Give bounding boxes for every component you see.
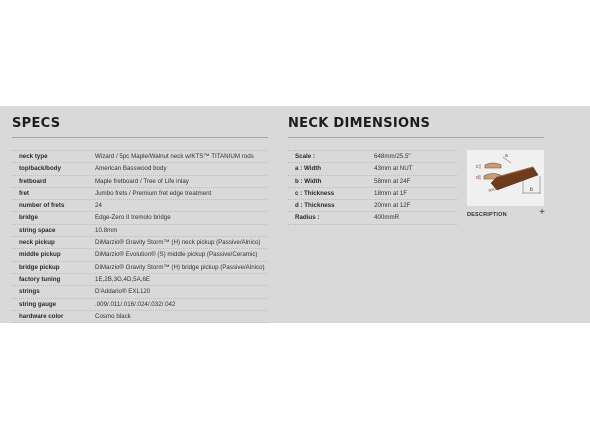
spec-value: American Basswood body — [95, 165, 167, 173]
dimension-row — [288, 200, 458, 212]
spec-value: D'Addario® EXL120 — [95, 288, 151, 296]
dimension-label: Scale : — [295, 153, 315, 160]
dimension-value: 648mm/25.5" — [374, 153, 411, 160]
spec-value: Maple fretboard / Tree of Life inlay — [95, 177, 189, 185]
dimension-label: a : Width — [295, 165, 322, 173]
spec-label: neck type — [19, 153, 48, 160]
dimension-label: Radius : — [295, 214, 320, 222]
spec-row — [12, 274, 268, 286]
spec-value: 10.8mm — [95, 226, 118, 234]
spec-label: string gauge — [19, 300, 57, 308]
spec-row — [12, 299, 268, 311]
spec-value: DiMarzio® Gravity Storm™ (H) bridge pickup (Passive/Alnico) — [95, 263, 265, 271]
spec-value: 1E,2B,3G,4D,5A,6E — [95, 275, 151, 283]
spec-label: fretboard — [19, 177, 47, 185]
specs-title: SPECS — [12, 116, 61, 131]
spec-row — [12, 188, 268, 200]
spec-value: Jumbo frets / Premium fret edge treatment — [95, 189, 212, 197]
dimension-value: 18mm at 1F — [374, 189, 408, 197]
spec-label: neck pickup — [19, 239, 55, 247]
dimension-value: 20mm at 12F — [374, 202, 411, 210]
dimension-value: 43mm at NUT — [374, 165, 413, 173]
dimension-row — [288, 163, 458, 175]
dimension-row — [288, 151, 458, 163]
dimension-label: b : Width — [295, 177, 322, 185]
spec-row — [12, 176, 268, 188]
spec-row — [12, 212, 268, 224]
dimension-row — [288, 212, 458, 224]
spec-label: number of frets — [19, 202, 65, 210]
spec-label: hardware color — [19, 312, 64, 320]
dimension-row — [288, 176, 458, 188]
spec-label: bridge pickup — [19, 263, 60, 271]
description-label[interactable]: DESCRIPTION — [467, 212, 507, 218]
diagram-label-b: b — [530, 187, 533, 193]
specs-divider — [12, 137, 268, 138]
spec-value: 24 — [95, 202, 102, 210]
diagram-label-radius: RADIUS — [488, 184, 503, 193]
spec-label: fret — [19, 189, 29, 197]
spec-row — [12, 249, 268, 261]
dimension-value: 400mmR — [374, 214, 400, 222]
spec-label: middle pickup — [19, 251, 61, 259]
spec-label: top/back/body — [19, 165, 61, 173]
spec-value: DiMarzio® Gravity Storm™ (H) neck pickup (Passive/Alnico) — [95, 239, 261, 247]
spec-label: factory tuning — [19, 275, 61, 283]
spec-row — [12, 200, 268, 212]
spec-row — [12, 311, 268, 323]
spec-row — [12, 262, 268, 274]
dimension-value: 58mm at 24F — [374, 177, 411, 185]
diagram-label-d: d — [476, 175, 479, 181]
diagram-label-c: c — [476, 164, 479, 170]
spec-label: strings — [19, 288, 40, 296]
diagram-label-a: a — [505, 153, 508, 159]
spec-row — [12, 163, 268, 175]
dimension-label: c : Thickness — [295, 189, 335, 197]
neck-dimensions-divider — [288, 137, 544, 138]
spec-row — [12, 151, 268, 163]
spec-value: Edge-Zero II tremolo bridge — [95, 214, 171, 222]
spec-row — [12, 225, 268, 237]
spec-label: bridge — [19, 214, 38, 222]
spec-row — [12, 286, 268, 298]
spec-row — [12, 237, 268, 249]
neck-dimensions-title: NECK DIMENSIONS — [288, 116, 431, 131]
neck-dimensions-table — [288, 150, 458, 225]
expand-description-button[interactable]: + — [539, 207, 545, 218]
dimension-row — [288, 188, 458, 200]
neck-dimension-diagram — [467, 150, 544, 206]
spec-value: .009/.011/.016/.024/.032/.042 — [95, 300, 176, 308]
nut-profile-shape — [485, 163, 501, 168]
spec-value: DiMarzio® Evolution® (S) middle pickup (Passive/Ceramic) — [95, 251, 258, 259]
dimension-label: d : Thickness — [295, 202, 335, 210]
spec-value: Cosmo black — [95, 312, 131, 320]
specs-section — [12, 116, 268, 323]
spec-value: Wizard / 5pc Maple/Walnut neck w/KTS™ TITANIUM rods — [95, 153, 254, 160]
neck-diagram-svg — [467, 150, 544, 206]
specs-table — [12, 150, 268, 323]
spec-label: string space — [19, 226, 56, 234]
